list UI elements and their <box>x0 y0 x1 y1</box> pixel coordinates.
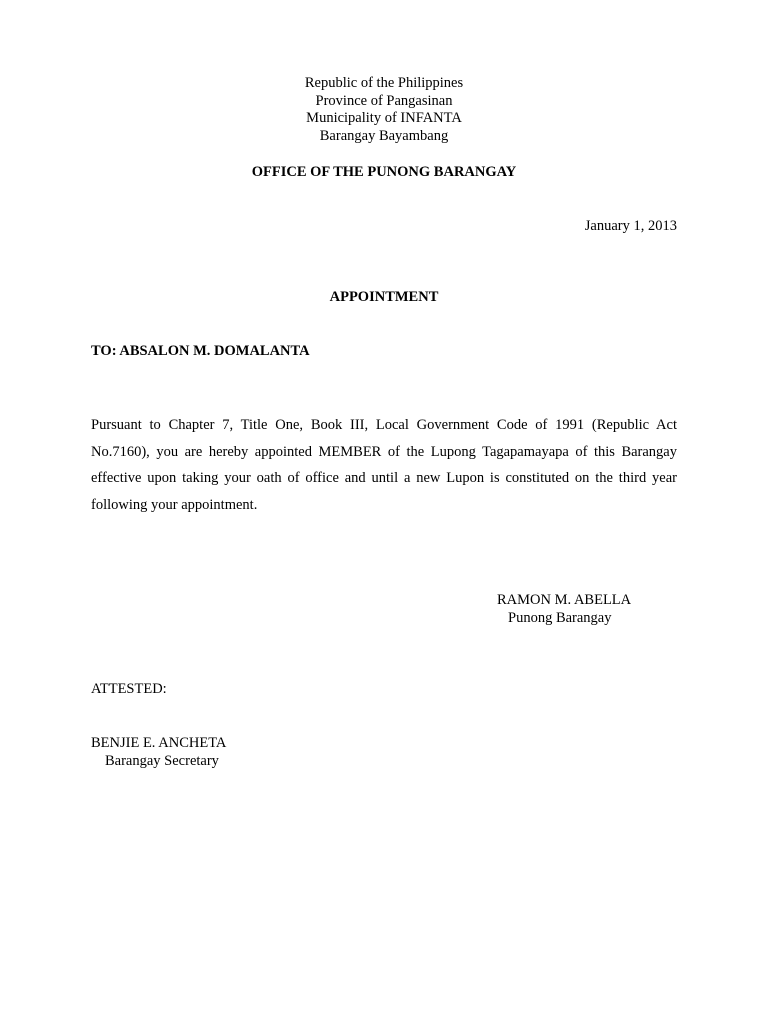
letterhead-country: Republic of the Philippines <box>304 75 464 91</box>
attested-label: ATTESTED: <box>91 681 167 697</box>
letterhead <box>0 75 768 145</box>
signatory-position: Punong Barangay <box>508 610 612 626</box>
letter-date: January 1, 2013 <box>584 218 677 234</box>
document-title: APPOINTMENT <box>329 289 439 305</box>
signatory-name: RAMON M. ABELLA <box>497 592 632 608</box>
letterhead-municipality: Municipality of INFANTA <box>306 110 462 126</box>
office-heading: OFFICE OF THE PUNONG BARANGAY <box>251 164 517 180</box>
secretary-position: Barangay Secretary <box>105 753 219 769</box>
letterhead-province: Province of Pangasinan <box>315 92 453 109</box>
body-paragraph: Pursuant to Chapter 7, Title One, Book III, Local Government Code of 1991 (Republic Act No.7160), you are hereby appointed MEMBER of the Lupong Tagapamayapa of this Barangay effective upon taking your oath of office and until a new Lupon is constituted on the third year following your appointment. <box>91 417 677 513</box>
secretary-name: BENJIE E. ANCHETA <box>91 735 227 751</box>
addressee-line: TO: ABSALON M. DOMALANTA <box>91 343 310 359</box>
letterhead-barangay: Barangay Bayambang <box>319 127 449 144</box>
